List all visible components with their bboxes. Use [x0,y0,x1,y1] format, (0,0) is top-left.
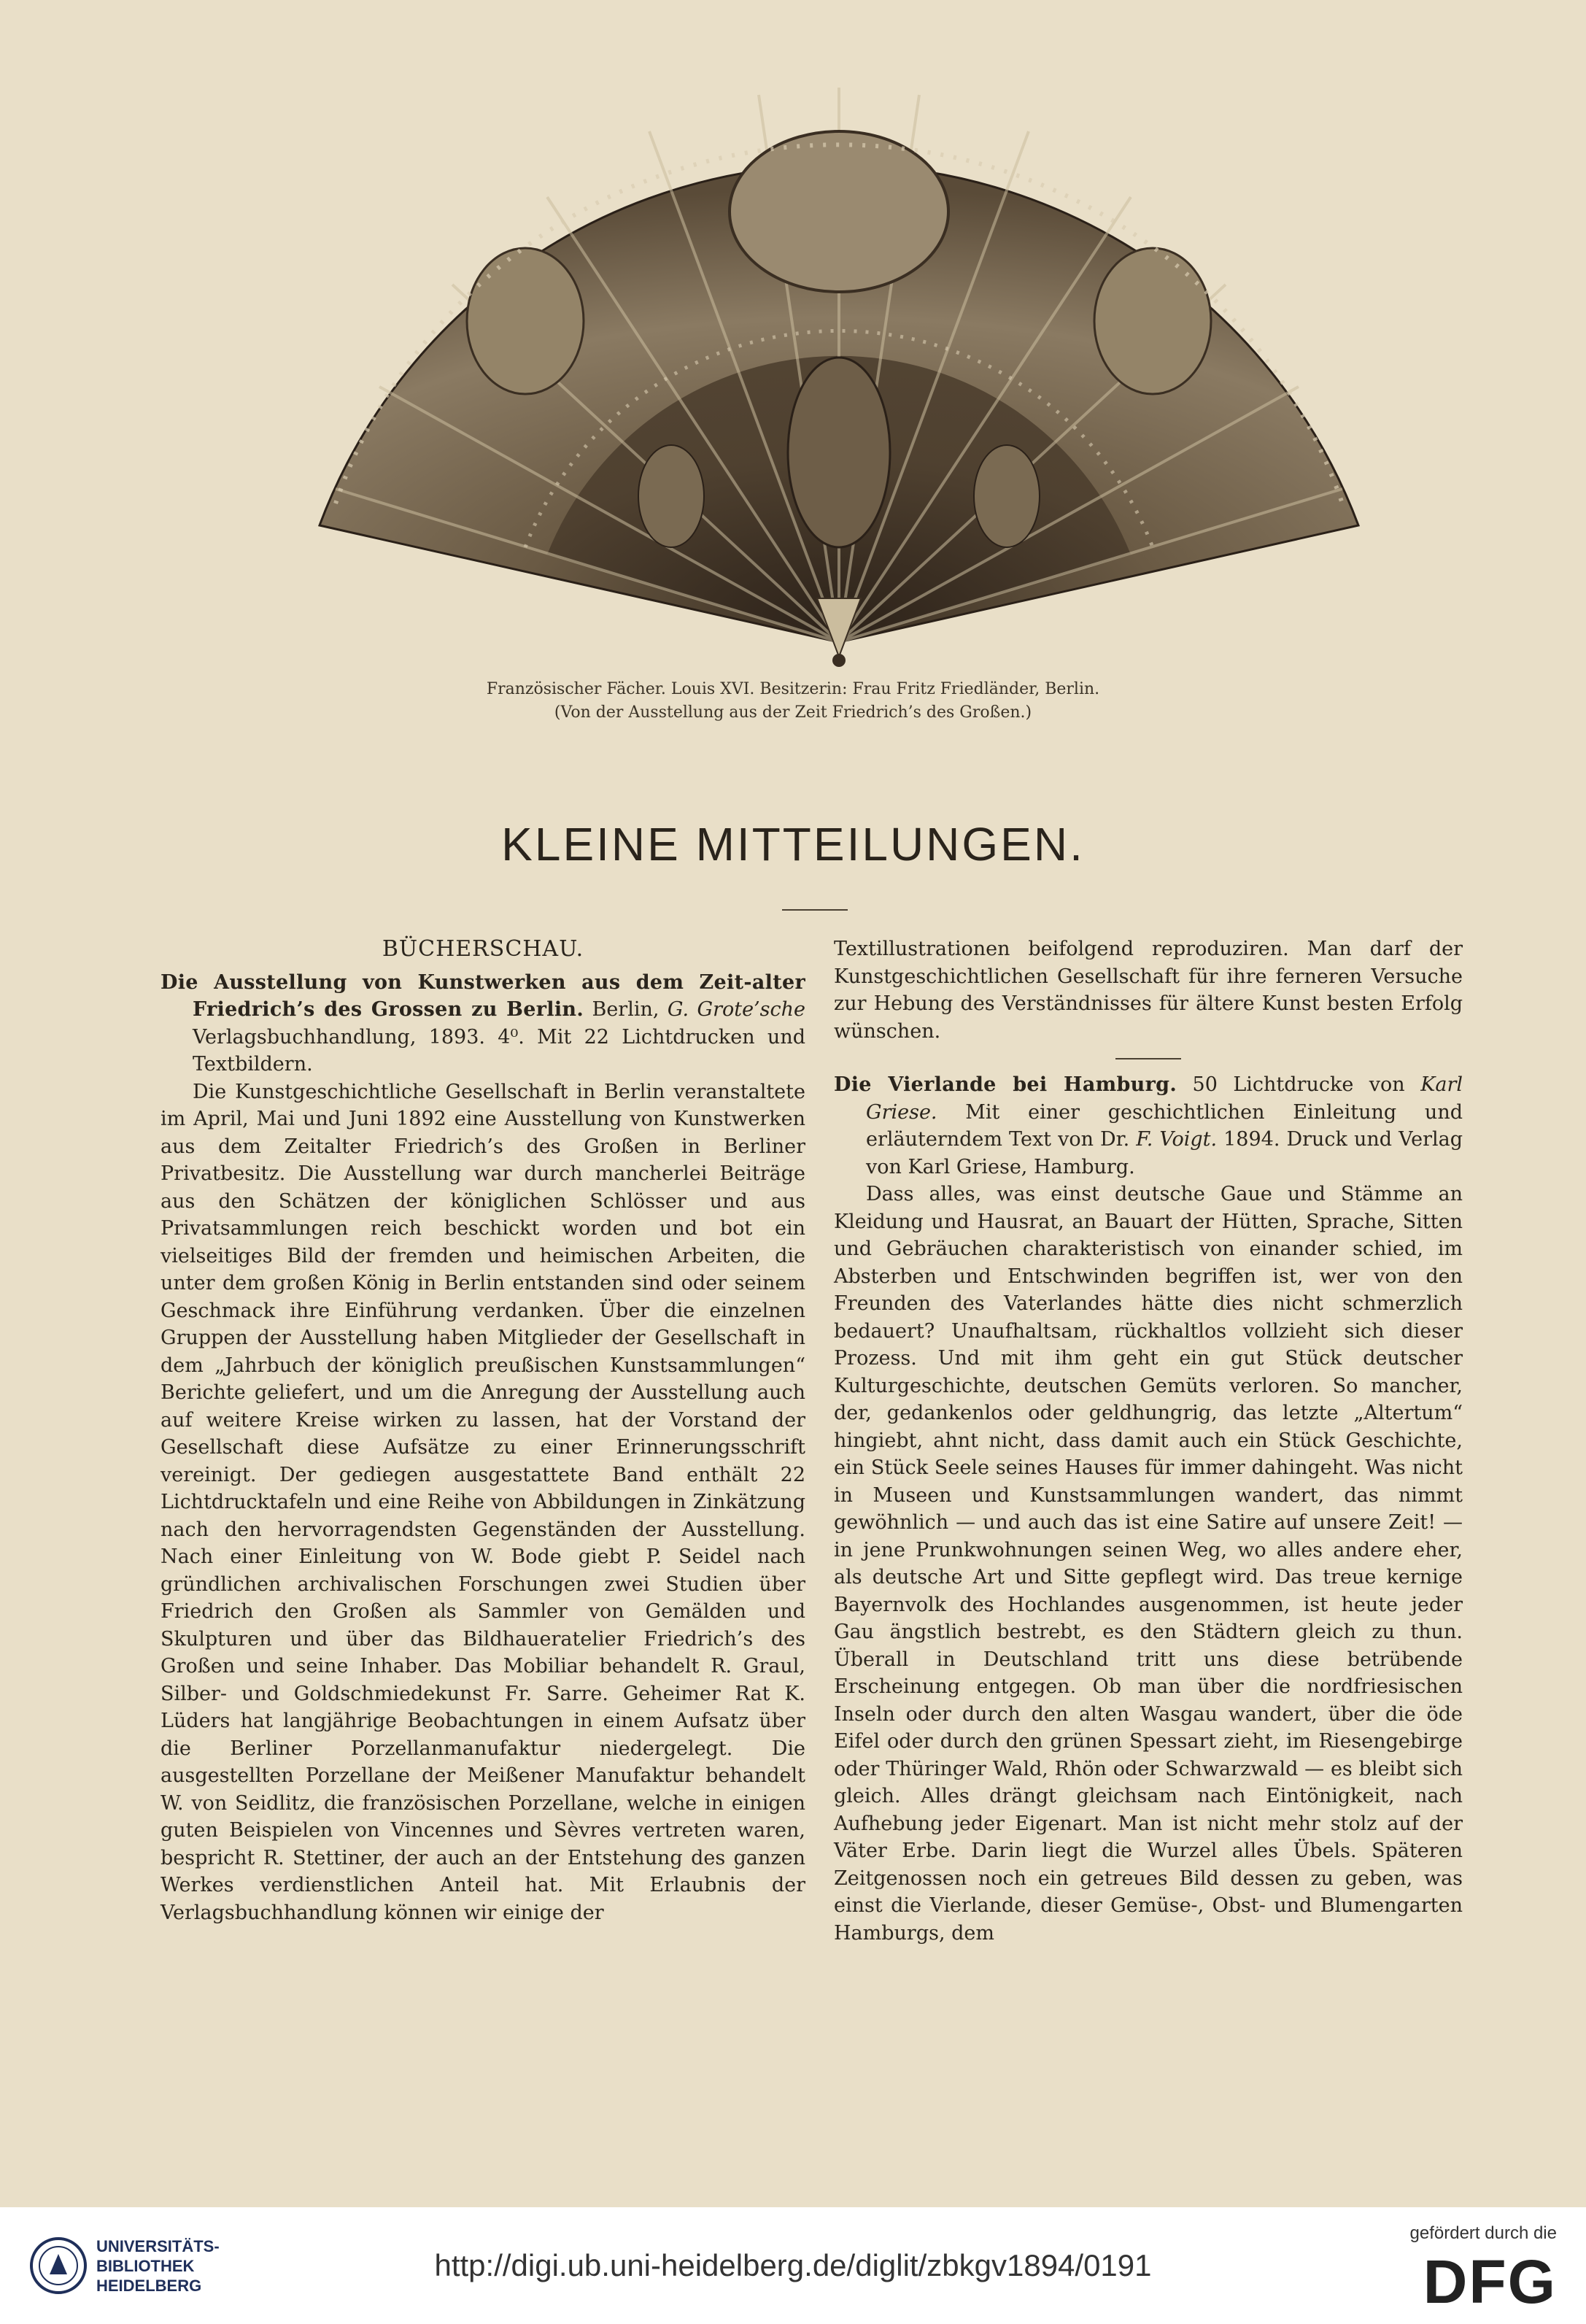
library-name-line3: HEIDELBERG [96,2277,202,2295]
right-column [834,935,1463,1947]
review-paragraph: Dass alles, was einst deutsche Gaue und Stämme an Kleidung und Hausrat, an Bauart der Hütten, Sprache, Sitten und Gebräuchen charakteristisch von einander schied, im Absterben und Entschwinden begriffen ist, wer von den Freunden des Vaterlandes hätte dies nicht schmerzlich bedauert? Unaufhaltsam, rückhaltlos vollzieht sich dieser Prozess. Und mit ihm geht ein gut Stück deutscher Kulturgeschichte, deutschen Gemüts verloren. So mancher, der, gedankenlos oder geldhungrig, das letzte „Altertum“ hingiebt, ahnt nicht, dass damit auch ein Stück Geschichte, ein Stück Seele seines Hauses für immer dahingeht. Was nicht in Museen und Kunstsammlungen wandert, das nimmt gewöhnlich — und auch das ist eine Satire auf unsere Zeit! — in jene Prunkwohnungen seinen Weg, wo alles andere eher, als deutsche Art und Sitte gepflegt wird. Das treue kernige Bayernvolk des Hochlandes ausgenommen, ist heute jeder Gau ängstlich bestrebt, es den Städtern gleich zu thun. Überall in Deutschland tritt uns diese betrübende Erscheinung entgegen. Ob man über die nordfriesischen Inseln oder durch den alten Wasgau wandert, über die öde Eifel oder durch den grünen Spessart zieht, im Riesengebirge oder Thüringer Wald, Rhön oder Schwarzwald — es bleibt sich gleich. Alles drängt gleichsam nach Eintönigkeit, nach Aufhebung jeder Eigenart. Man ist nicht mehr stolz auf der Väter Erbe. Darin liegt die Wurzel alles Übels. Späteren Zeitgenossen noch ein getreues Bild dessen zu geben, was einst die Vierlande, dieser Gemüse-, Obst- und Blumengarten Hamburgs, dem [834,1183,1463,1945]
heading-rule [782,909,848,911]
page-heading: KLEINE MITTEILUNGEN. [501,818,1085,870]
source-url-link[interactable]: http://digi.ub.uni-heidelberg.de/diglit/zbkgv1894/0191 [434,2248,1152,2282]
digitization-footer [0,2207,1586,2324]
book-details: Verlagsbuchhandlung, 1893. 4⁰. Mit 22 Lichtdrucken und Textbildern. [193,1025,805,1076]
book-publisher: G. Grote’sche [667,998,805,1021]
library-name-line1: UNIVERSITÄTS- [96,2237,220,2255]
library-name-line2: BIBLIOTHEK [96,2257,195,2275]
funded-by-label: gefördert durch die [1409,2223,1557,2243]
book-author: Karl Griese. [866,1073,1463,1124]
book-place: Berlin, [584,998,668,1021]
review-paragraph: Die Kunstgeschichtliche Gesellschaft in Berlin veranstaltete im April, Mai und Juni 1892 eine Ausstellung von Kunstwerken aus dem Zeitalter Friedrich’s des Großen in Berliner Privatbesitz. Die Ausstellung war durch mancherlei Beiträge aus den Schätzen der königlichen Schlösser und aus Privatsammlungen reich beschickt worden und bot ein vielseitiges Bild der fremden und heimischen Arbeiten, die unter dem großen König in Berlin entstanden sind oder seinem Geschmack ihre Einführung verdanken. Über die einzelnen Gruppen der Ausstellung haben Mitglieder der Gesellschaft in dem „Jahrbuch der königlich preußischen Kunstsammlungen“ Berichte geliefert, und um die Anregung der Ausstellung auch auf weitere Kreise wirken zu lassen, hat der Vorstand der Gesellschaft diese Aufsätze zu einer Erinnerungsschrift vereinigt. Der gediegen ausgestattete Band enthält 22 Lichtdrucktafeln und eine Reihe von Abbildungen in Zinkätzung nach den hervorragendsten Gegenständen der Ausstellung. Nach einer Einleitung von W. Bode giebt P. Seidel nach gründlichen archivalischen Forschungen zwei Studien über Friedrich den Großen als Sammler von Gemälden und Skulpturen und über das Bildhaueratelier Friedrich’s des Großen und seine Inhaber. Das Mobiliar behandelt R. Graul, Silber- und Goldschmiedekunst Fr. Sarre. Geheimer Rat K. Lüders hat langjährige Beobachtungen in einem Aufsatz über die Berliner Porzellanmanufaktur niedergelegt. Die ausgestellten Porzellane der Meißener Manufaktur behandelt W. von Seidlitz, die französischen Porzellane, welche in einigen guten Beispielen von Vincennes und Sèvres vertreten waren, bespricht R. Stettiner, der auch an der Entstehung des ganzen Werkes verdienstlichen Anteil hat. Mit Erlaubnis der Verlagsbuchhandlung können wir einige der [160,1080,805,1924]
entry-divider [1115,1058,1181,1059]
book-entry-header [834,1071,1463,1181]
book-details: 50 Lichtdrucke von [1177,1073,1421,1096]
dfg-logo: DFG [1423,2247,1557,2316]
section-title: BÜCHERSCHAU. [382,936,584,962]
book-title: Die Vierlande bei Hamburg. [834,1073,1177,1096]
figure-caption-line2: (Von der Ausstellung aus der Zeit Friedrich’s des Großen.) [554,703,1032,722]
fan-illustration [306,44,1372,671]
book-title: Die Ausstellung von Kunstwerken aus dem Zeit-alter Friedrich’s des Grossen zu Berlin. [160,970,805,1021]
book-details: Mit einer geschichtlichen Einleitung und erläuterndem Text von Dr. [866,1100,1463,1151]
continuation-paragraph: Textillustrationen beifolgend reproduziren. Man darf der Kunstgeschichtlichen Gesellschaft für ihre ferneren Versuche zur Hebung des Verständnisses für ältere Kunst besten Erfolg wünschen. [834,938,1463,1043]
book-details: 1894. Druck und Verlag von Karl Griese, Hamburg. [866,1128,1463,1178]
book-editor: F. Voigt. [1136,1128,1218,1151]
book-entry-header [160,969,805,1078]
figure-caption-line1: Französischer Fächer. Louis XVI. Besitzerin: Frau Fritz Friedländer, Berlin. [486,680,1100,698]
left-column [160,935,805,1926]
